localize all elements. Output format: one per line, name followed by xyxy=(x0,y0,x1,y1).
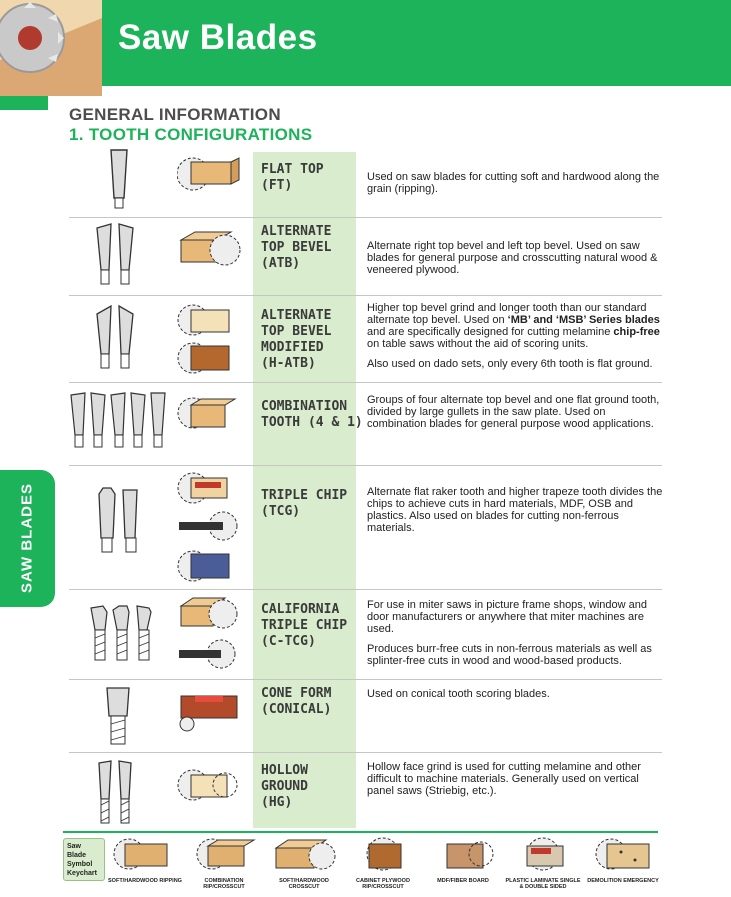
keychart-item xyxy=(425,836,501,884)
keychart-item xyxy=(107,836,183,884)
description-tcg: Alternate flat raker tooth and higher trapeze tooth divides the chips to achieve cuts in hard materials, MDF, OSB and plastics. Also used on blades for cutting non-ferrous materials. xyxy=(367,486,663,534)
side-strip xyxy=(0,96,48,110)
keychart-caption: COMBINATION RIP/CROSSCUT xyxy=(203,878,245,890)
panel-cut-icon xyxy=(177,765,241,810)
combination-cut-icon xyxy=(177,393,241,442)
section-title: GENERAL INFORMATION xyxy=(69,105,281,124)
blade-name-atb: ALTERNATE TOP BEVEL (ATB) xyxy=(261,224,332,271)
description-combination: Groups of four alternate top bevel and one flat ground tooth, divided by large gullets in the saw plate. Used on combination blades for general purpose wood applications. xyxy=(367,394,660,430)
tooth-row-combination xyxy=(69,383,662,465)
section-subtitle: 1. TOOTH CONFIGURATIONS xyxy=(69,125,313,144)
keychart-item xyxy=(505,836,581,890)
blade-name-c-tcg: CALIFORNIA TRIPLE CHIP (C-TCG) xyxy=(261,602,348,649)
demolition-symbol-icon xyxy=(585,836,661,872)
blade-name-conical: CONE FORM (CONICAL) xyxy=(261,686,332,717)
header-bar xyxy=(102,0,731,86)
tooth-row-conical xyxy=(69,680,662,752)
plywood-symbol-icon xyxy=(345,836,421,872)
melamine-cut-icon xyxy=(177,300,241,385)
keychart-caption: PLASTIC LAMINATE SINGLE & DOUBLE SIDED xyxy=(505,878,581,890)
description-hollow-ground: Hollow face grind is used for cutting melamine and other difficult to machine materials. Generally used on vertical panel saws (Striebig, etc.). xyxy=(367,761,641,797)
description-atb: Alternate right top bevel and left top bevel. Used on saw blades for general purpose and crosscutting natural wood & veneered plywood. xyxy=(367,240,658,276)
keychart-label: Saw Blade Symbol Keychart xyxy=(63,838,105,881)
description-flat-top: Used on saw blades for cutting soft and hardwood along the grain (ripping). xyxy=(367,171,660,195)
description-conical: Used on conical tooth scoring blades. xyxy=(367,688,550,700)
tooth-row-atb xyxy=(69,218,662,295)
tooth-profile-icon xyxy=(89,759,149,834)
blade-name-combination: COMBINATION TOOTH (4 & 1) xyxy=(261,399,363,430)
keychart-item xyxy=(345,836,421,890)
tooth-row-h-atb xyxy=(69,296,662,382)
mdf-symbol-icon xyxy=(425,836,501,872)
keychart-caption: MDF/FIBER BOARD xyxy=(437,878,489,884)
tooth-row-flat-top xyxy=(69,152,662,217)
keychart-item xyxy=(186,836,262,890)
miter-cut-icon xyxy=(177,594,241,679)
tooth-profile-icon xyxy=(69,391,169,462)
crosscut-icon xyxy=(177,228,241,273)
tooth-profile-icon xyxy=(89,222,149,297)
ripping-symbol-icon xyxy=(107,836,183,872)
crosscut-symbol-icon xyxy=(266,836,342,872)
side-tab-label: SAW BLADES xyxy=(18,482,36,594)
keychart-item xyxy=(585,836,661,884)
keychart-caption: SOFT/HARDWOOD CROSSCUT xyxy=(279,878,329,890)
keychart-caption: DEMOLITION EMERGENCY xyxy=(587,878,659,884)
tooth-profile-icon xyxy=(89,486,149,567)
page-title: Saw Blades xyxy=(118,18,318,57)
blade-name-hollow-ground: HOLLOW GROUND (HG) xyxy=(261,763,308,810)
keychart-item xyxy=(266,836,342,890)
laminate-symbol-icon xyxy=(505,836,581,872)
blade-name-tcg: TRIPLE CHIP (TCG) xyxy=(261,488,348,519)
tooth-profile-icon xyxy=(89,304,149,383)
keychart-divider xyxy=(63,831,658,833)
keychart-caption: SOFT/HARDWOOD RIPPING xyxy=(108,878,182,884)
keychart-caption: CABINET PLYWOOD RIP/CROSSCUT xyxy=(356,878,410,890)
hard-materials-cut-icon xyxy=(177,470,241,593)
description-h-atb: Higher top bevel grind and longer tooth than our standard alternate top bevel. Used on ‘MB’ and ‘MSB’ Series blades and are specifically designed for cutting melamine chip-free on table saws without the aid of scoring units. Also used on dado sets, only every 6th tooth is flat ground. xyxy=(367,302,660,370)
blade-name-h-atb: ALTERNATE TOP BEVEL MODIFIED (H-ATB) xyxy=(261,308,332,371)
tooth-profile-icon xyxy=(89,686,149,755)
tooth-profile-icon xyxy=(89,148,149,217)
tooth-row-hollow-ground xyxy=(69,753,662,831)
tooth-row-tcg xyxy=(69,466,662,589)
header-saw-photo xyxy=(0,0,102,96)
blade-name-flat-top: FLAT TOP (FT) xyxy=(261,162,324,193)
combination-symbol-icon xyxy=(186,836,262,872)
description-c-tcg: For use in miter saws in picture frame shops, window and door manufacturers or anywhere that miter machines are used. Produces burr-free cuts in non-ferrous materials as well as splinter-free cuts in wood and wood-based products. xyxy=(367,599,652,667)
tooth-profile-icon xyxy=(89,604,159,673)
tooth-row-c-tcg xyxy=(69,590,662,679)
ripping-cut-icon xyxy=(177,154,241,199)
scoring-cut-icon xyxy=(177,688,241,739)
